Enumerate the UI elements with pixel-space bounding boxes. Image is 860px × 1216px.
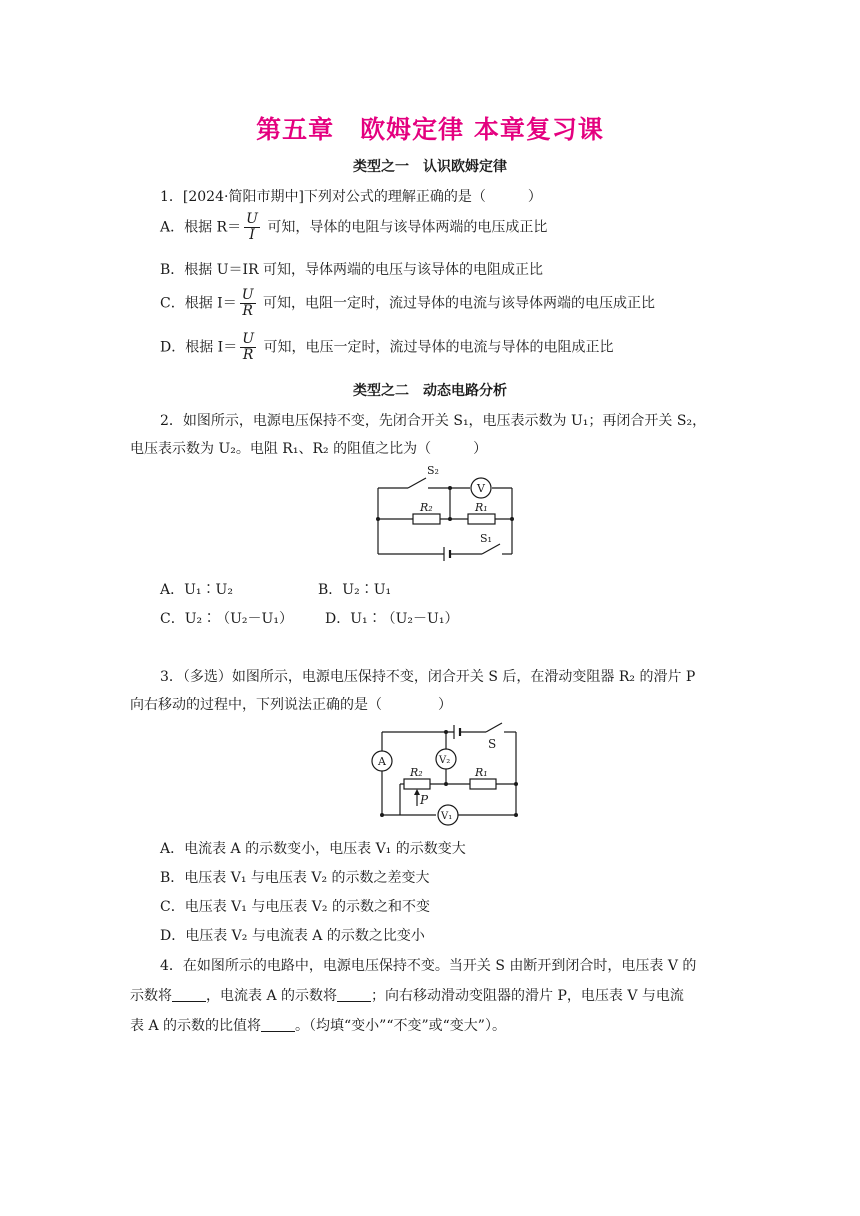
q2-stem-line2: 电压表示数为 U₂。电阻 R₁、R₂ 的阻值之比为（ ） <box>130 441 488 457</box>
q2-circuit-diagram <box>370 462 520 562</box>
q1-stem: 1．[2024·简阳市期中]下列对公式的理解正确的是（ ） <box>160 189 542 205</box>
fraction: $\frac{U}{I}$ <box>246 211 258 243</box>
q2-option-a: A．U₁∶U₂ <box>160 582 233 598</box>
q4-line1: 4．在如图所示的电路中，电源电压保持不变。当开关 S 由断开到闭合时，电压表 V 的 <box>160 958 697 974</box>
label-r1: R₁ <box>475 766 488 779</box>
q3-circuit-diagram <box>370 718 522 830</box>
q1-option-d: D．根据 I＝ $\frac{U}{R}$ 可知，电压一定时，流过导体的电流与导体的电阻成正比 <box>160 331 614 363</box>
label-s2: S₂ <box>427 464 439 477</box>
q4-line2: 示数将 ，电流表 A 的示数将 ；向右移动滑动变阻器的滑片 P，电压表 V 与电流 <box>130 988 684 1004</box>
q1-option-b: B．根据 U＝IR 可知，导体两端的电压与该导体的电阻成正比 <box>160 262 544 278</box>
label-p: P <box>420 793 429 807</box>
q1-option-c: C．根据 I＝ $\frac{U}{R}$ 可知，电阻一定时，流过导体的电流与该导体两端的电压成正比 <box>160 287 655 319</box>
label-s1: S₁ <box>480 532 492 545</box>
label-r2: R₂ <box>420 501 433 514</box>
q2-option-b: B．U₂∶U₁ <box>318 582 392 598</box>
section-heading-2: 类型之二 动态电路分析 <box>353 383 507 399</box>
q4-line3: 表 A 的示数的比值将 。（均填“变小”“不变”或“变大”）。 <box>130 1018 506 1034</box>
voltmeter-v2-label: V₂ <box>439 755 451 766</box>
section-heading-1: 类型之一 认识欧姆定律 <box>353 159 507 175</box>
q3-option-c: C．电压表 V₁ 与电压表 V₂ 的示数之和不变 <box>160 899 430 915</box>
q3-option-a: A．电流表 A 的示数变小，电压表 V₁ 的示数变大 <box>160 841 466 857</box>
label-r2: R₂ <box>410 766 423 779</box>
label-r1: R₁ <box>475 501 488 514</box>
q2-option-d: D．U₁∶（U₂－U₁） <box>325 611 459 627</box>
q2-stem-line1: 2．如图所示，电源电压保持不变，先闭合开关 S₁，电压表示数为 U₁；再闭合开关 S₂， <box>160 413 707 429</box>
ammeter-label: A <box>378 755 386 768</box>
q3-stem-line1: 3．（多选）如图所示，电源电压保持不变，闭合开关 S 后，在滑动变阻器 R₂ 的滑片 P <box>160 669 696 685</box>
q2-option-c: C．U₂∶（U₂－U₁） <box>160 611 293 627</box>
fraction: $\frac{U}{R}$ <box>242 331 255 363</box>
q1-option-a: A．根据 R＝ $\frac{U}{I}$ 可知，导体的电阻与该导体两端的电压成正比 <box>160 211 548 243</box>
answer-blank-2[interactable] <box>337 1001 371 1002</box>
voltmeter-label: V <box>477 482 485 495</box>
q3-stem-line2: 向右移动的过程中，下列说法正确的是（ ） <box>130 697 452 713</box>
answer-blank-1[interactable] <box>172 1001 206 1002</box>
label-s: S <box>488 737 497 751</box>
fraction: $\frac{U}{R}$ <box>241 287 254 319</box>
q3-option-b: B．电压表 V₁ 与电压表 V₂ 的示数之差变大 <box>160 870 430 886</box>
page-title: 第五章 欧姆定律 本章复习课 <box>256 115 604 144</box>
q3-option-d: D．电压表 V₂ 与电流表 A 的示数之比变小 <box>160 928 425 944</box>
voltmeter-v1-label: V₁ <box>441 811 453 822</box>
answer-blank-3[interactable] <box>261 1031 295 1032</box>
